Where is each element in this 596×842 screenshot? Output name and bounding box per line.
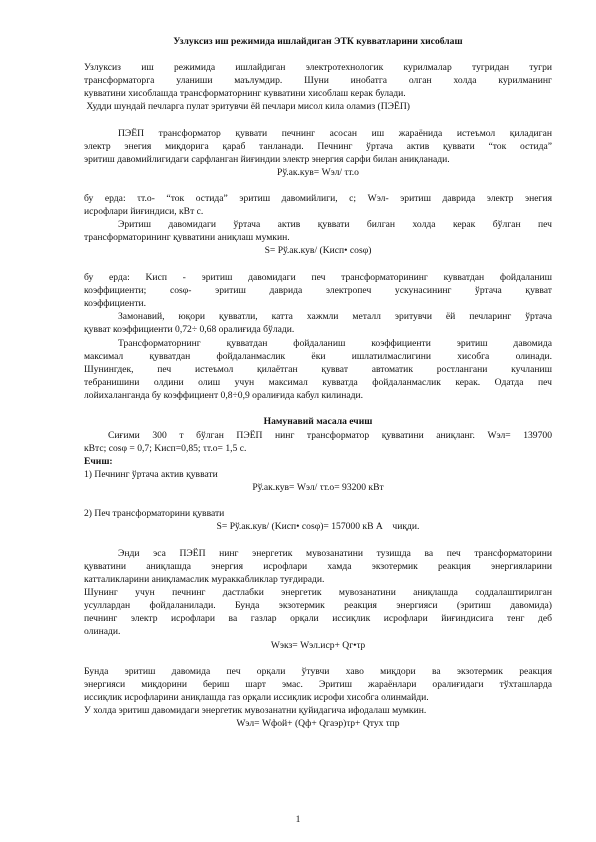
paragraph-line: Узлуксиз иш режимида ишлайдиган электротехнологик курилмалар тугридан тугри (84, 62, 552, 73)
paragraph-line: Шунинг учун печнинг дастлабки энергетик мувозанатини аниқлашда соддалаштирилган (84, 587, 552, 598)
paragraph-line: бу ерда: Kисп - эритиш давомидаги печ трансформаторининг кувватдан фойдаланиш (84, 272, 552, 283)
paragraph-line: Худди шундай печларга пулат эритувчи ёй печлари мисол кила оламиз (ПЭЁП) (84, 101, 410, 112)
paragraph-line: иссиқлик исрофларини аниқлашда газ орқали иссиқлик исрофи хисобга олинмайди. (84, 692, 429, 703)
paragraph-line: кувватини хисоблашда трансформаторнинг кувватини хисоблаш керак булади. (84, 88, 406, 99)
paragraph-line: электр энегия миқдорига қараб танланади. Печнинг ўртача актив қуввати “ток остида” (84, 141, 552, 152)
page-number: 1 (295, 814, 301, 825)
formula: S= Pў.ак.кув/ (Kисп• cosφ)= 157000 кВ А чиқди. (216, 521, 420, 532)
solution-label: Ечиш: (84, 456, 113, 467)
paragraph-line: усуллардан фойдаланилади. Бунда экзотермик реакция энергияси (эритиш давомида) (84, 600, 552, 611)
paragraph-line: трансформаторга уланиши маълумдир. Шуни инобатга олган холда курилманинг (84, 75, 552, 86)
paragraph-line: энергияси миқдорини бериш шарт эмас. Эритиш жараёнлари оралиғидаги тўхташларда (84, 679, 552, 690)
paragraph-line: трансформаторининг қувватини аниқлаш мумкин. (84, 232, 290, 243)
paragraph-line: тебранишини олдини олиш учун максимал кувватда фойдаланмаслик керак. Одатда печ (84, 377, 552, 388)
formula: Wэл= Wфой+ (Qф+ Qгаэр)τр+ Qтуx τпр (236, 718, 400, 729)
paragraph-line: қувват коэффициенти 0,72÷ 0,68 оралиғида бўлади. (84, 324, 295, 335)
paragraph-line: максимал қувватдан фойдаланмаслик ёки ишлатилмаслигини хисобга олинади. (84, 351, 552, 362)
paragraph-line: Сиғими 300 т бўлган ПЭЁП нинг трансформатор қувватини аниқланг. Wэл= 139700 (108, 430, 552, 441)
formula: S= Pў.ак.кув/ (Kисп• cosφ) (264, 245, 372, 256)
paragraph-line: Замонавий, юқори қувватли, катта хажмли металл эритувчи ёй печларинг ўртача (118, 311, 552, 322)
paragraph-line: кВтс; cosφ = 0,7; Kисп=0,85; τт.о= 1,5 с. (84, 443, 247, 454)
step-label: 1) Печнинг ўртача актив қуввати (84, 469, 218, 480)
paragraph-line: катталикларини аниқламаслик мураккабликлар туғдиради. (84, 574, 325, 585)
formula: Pў.ак.кув= Wэл/ τт.о (277, 167, 359, 178)
paragraph-line: қувватини аниқлашда энергия исрофлари хамда экзотермик реакция энергияларини (84, 561, 552, 572)
paragraph-line: У холда эритиш давомидаги энергетик мувозанатни қуйидагича ифодалаш мумкин. (84, 705, 427, 716)
paragraph-line: печнинг электр исрофлари ва газлар орқали иссиқлик исрофлари йиғиндисига тенг деб (84, 613, 552, 624)
page-title: Узлуксиз иш режимида ишлайдиган ЭТК кувватларини хисоблаш (173, 36, 463, 47)
paragraph-line: коэффициенти. (84, 298, 147, 309)
paragraph-line: ПЭЁП трансформатор қуввати печнинг асосан иш жараёнида истеъмол қиладиган (118, 128, 552, 139)
paragraph-line: Шунингдек, печ истеъмол қилаётган қувват автоматик ростлангани кучланиш (84, 364, 552, 375)
paragraph-line: Трансформаторнинг қувватдан фойдаланиш коэффициенти эритиш давомида (118, 338, 552, 349)
formula: Wэкз= Wэл.иср+ Qг•τр (270, 640, 366, 651)
paragraph-line: коэффициенти; cosφ- эритиш даврида электропеч ускунасининг ўртача қувват (84, 285, 552, 296)
section-heading: Намунавий масала ечиш (263, 416, 373, 427)
paragraph-line: бу ерда: τт.о- “ток остида” эритиш давомийлиги, с; Wэл- эритиш даврида электр энегия (84, 193, 552, 204)
paragraph-line: эритиш давомийлигидаги сарфланган йиғиндии электр энергия сарфи билан аниқланади. (84, 154, 450, 165)
paragraph-line: Энди эса ПЭЁП нинг энергетик мувозанатини тузишда ва печ трансформаторини (118, 548, 552, 559)
paragraph-line: Эритиш давомидаги ўртача актив қуввати билган холда керак бўлган печ (118, 219, 552, 230)
paragraph-line: Бунда эритиш давомида печ орқали ўтувчи хаво миқдори ва экзотермик реакция (84, 666, 552, 677)
paragraph-line: олинади. (84, 626, 121, 637)
step-label: 2) Печ трансформаторини қуввати (84, 508, 225, 519)
paragraph-line: лойихаланганда бу коэффициент 0,8÷0,9 оралиғида кабул килинади. (84, 390, 364, 401)
paragraph-line: исрофлари йиғиндиси, кВт с. (84, 206, 204, 217)
formula: Pў.ак.кув= Wэл/ τт.о= 93200 кВт (252, 482, 384, 493)
